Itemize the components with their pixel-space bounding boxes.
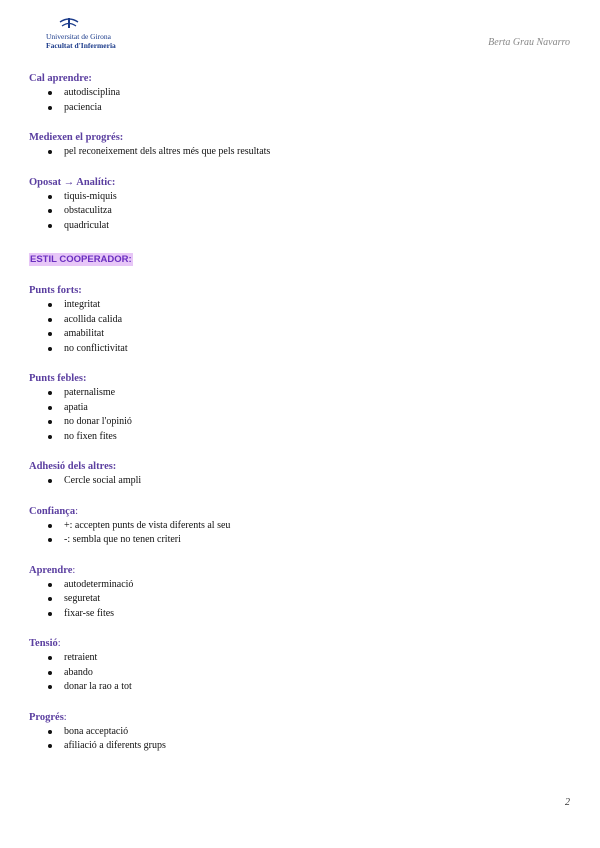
list-item: bona acceptació [29,725,569,740]
section-title [29,372,569,386]
section-title-suffix: : [75,505,79,517]
list-item: afiliació a diferents grups [29,739,569,754]
list-item: no donar l'opinió [29,415,569,430]
list-item: seguretat [29,592,569,607]
section-title-text: Aprendre [29,564,73,576]
list-item: amabilitat [29,327,569,342]
list-item: apatia [29,401,569,416]
list-item: +: accepten punts de vista diferents al seu [29,519,569,534]
section-title [29,564,569,578]
section-title [29,460,569,474]
list-item: paternalisme [29,386,569,401]
bullet-list [29,86,569,115]
list-item: quadriculat [29,219,569,234]
section-title [29,284,569,298]
university-logo-icon [58,16,80,30]
list-item: autodisciplina [29,86,569,101]
section-title-text: Cal aprendre: [29,73,92,84]
section-title [29,637,569,651]
section-title-text: Mediexen el progrés: [29,132,124,143]
section-title-text: Punts febles: [29,373,87,384]
document-body [29,72,569,770]
list-item: fixar-se fites [29,607,569,622]
list-item: no conflictivitat [29,342,569,357]
list-item: integritat [29,298,569,313]
bullet-list [29,474,569,489]
bullet-list [29,725,569,754]
section-title-text: Punts forts: [29,285,82,296]
section-title-text: Adhesió dels altres: [29,461,117,472]
list-item: autodeterminació [29,578,569,593]
list-item: -: sembla que no tenen criteri [29,533,569,548]
bullet-list [29,578,569,622]
bullet-list [29,190,569,234]
bullet-list [29,519,569,548]
bullet-list [29,386,569,444]
list-item: pel reconeixement dels altres més que pels resultats [29,145,569,160]
list-item: abando [29,666,569,681]
section-title-suffix: : [63,711,67,723]
list-item: tiquis-miquis [29,190,569,205]
section-title-text: Confiança [29,505,76,517]
list-item: Cercle social ampli [29,474,569,489]
author-name: Berta Grau Navarro [488,37,570,48]
page-number: 2 [565,797,570,808]
list-item: obstaculitza [29,204,569,219]
university-logo [46,16,166,56]
section-title [29,72,569,86]
bullet-list [29,651,569,695]
section-title [29,131,569,145]
bullet-list [29,298,569,356]
section-title [29,176,569,190]
section-title [29,711,569,725]
list-item: donar la rao a tot [29,680,569,695]
section-title-text: Progrés [29,711,64,723]
bullet-list [29,145,569,160]
list-item: acollida calida [29,313,569,328]
logo-university-name: Universitat de Girona [46,32,111,41]
list-item: retraient [29,651,569,666]
section-title-suffix: : [57,638,61,649]
section-title-suffix: : [72,564,76,576]
highlighted-heading: ESTIL COOPERADOR: [30,254,132,265]
logo-faculty-name: Facultat d'Infermeria [46,41,116,50]
list-item: paciencia [29,101,569,116]
list-item: no fixen fites [29,430,569,445]
section-title-text: Tensió [29,638,58,649]
section-title-text: Oposat → Analític: [29,176,116,188]
section-title [29,505,569,519]
